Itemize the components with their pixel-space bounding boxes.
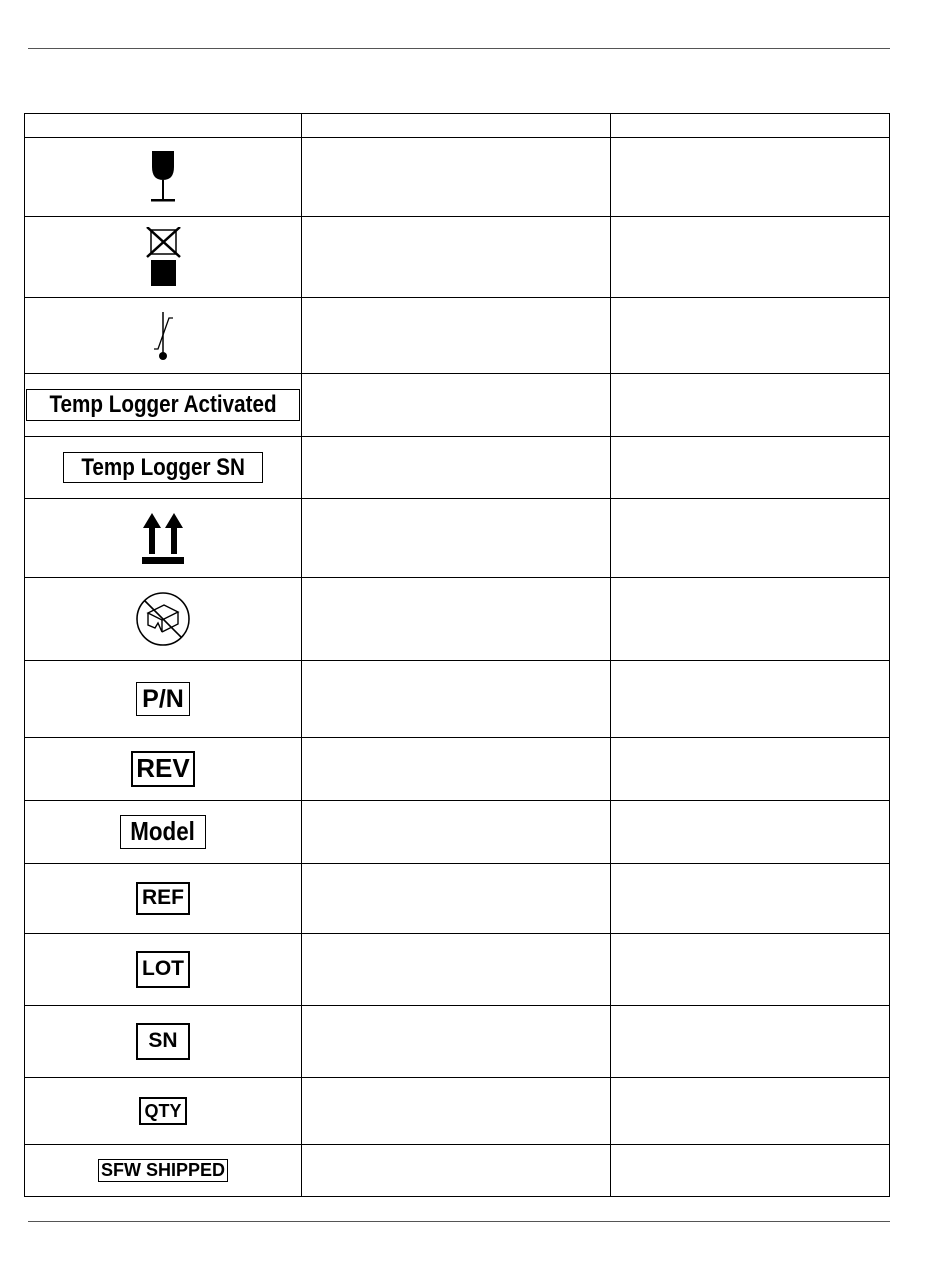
table-row (25, 864, 890, 934)
symbol-label: REV (131, 751, 194, 786)
title-cell (302, 217, 611, 298)
title-cell (302, 374, 611, 437)
symbols-table (24, 113, 890, 1197)
symbol-label: P/N (136, 682, 190, 716)
do-not-stack-icon (143, 227, 183, 287)
fragile-glass-icon (143, 149, 183, 205)
table-row (25, 374, 890, 437)
symbol-cell (25, 138, 302, 217)
symbol-cell (25, 801, 302, 864)
symbol-cell (25, 1006, 302, 1078)
symbol-label: QTY (139, 1097, 186, 1126)
symbol-cell (25, 738, 302, 801)
title-cell (302, 1145, 611, 1197)
symbol-label: Model (120, 815, 205, 848)
description-cell (611, 738, 890, 801)
header-description (611, 114, 890, 138)
title-cell (302, 1006, 611, 1078)
symbol-cell (25, 934, 302, 1006)
title-cell (302, 801, 611, 864)
symbol-label: SN (136, 1023, 189, 1059)
description-cell (611, 578, 890, 661)
symbol-cell (25, 374, 302, 437)
temperature-limit-icon (143, 308, 183, 364)
table-row (25, 738, 890, 801)
description-cell (611, 499, 890, 578)
description-cell (611, 138, 890, 217)
description-cell (611, 1078, 890, 1145)
table-row (25, 801, 890, 864)
table-row (25, 1006, 890, 1078)
description-cell (611, 374, 890, 437)
title-cell (302, 578, 611, 661)
footer-rule (28, 1221, 890, 1222)
this-way-up-icon (141, 511, 185, 565)
symbol-label: LOT (136, 951, 190, 987)
table-row (25, 298, 890, 374)
title-cell (302, 298, 611, 374)
table-header-row (25, 114, 890, 138)
title-cell (302, 738, 611, 801)
description-cell (611, 1145, 890, 1197)
table-row (25, 217, 890, 298)
symbol-label: SFW SHIPPED (98, 1159, 228, 1182)
table-row (25, 1078, 890, 1145)
description-cell (611, 934, 890, 1006)
table-row (25, 138, 890, 217)
do-not-use-if-damaged-icon (134, 590, 192, 648)
title-cell (302, 661, 611, 738)
description-cell (611, 864, 890, 934)
table-row (25, 578, 890, 661)
table-row (25, 499, 890, 578)
symbol-cell (25, 499, 302, 578)
title-cell (302, 864, 611, 934)
symbol-cell (25, 864, 302, 934)
symbol-cell (25, 298, 302, 374)
title-cell (302, 934, 611, 1006)
symbol-label: Temp Logger Activated (26, 389, 300, 420)
title-cell (302, 1078, 611, 1145)
symbol-cell (25, 1145, 302, 1197)
header-title (302, 114, 611, 138)
title-cell (302, 437, 611, 499)
description-cell (611, 801, 890, 864)
table-row (25, 661, 890, 738)
symbol-cell (25, 661, 302, 738)
symbol-cell (25, 578, 302, 661)
table-row (25, 437, 890, 499)
table-row (25, 1145, 890, 1197)
description-cell (611, 661, 890, 738)
title-cell (302, 499, 611, 578)
description-cell (611, 437, 890, 499)
title-cell (302, 138, 611, 217)
symbol-cell (25, 437, 302, 499)
description-cell (611, 217, 890, 298)
symbol-label: Temp Logger SN (63, 452, 263, 483)
header-rule (28, 48, 890, 49)
description-cell (611, 1006, 890, 1078)
description-cell (611, 298, 890, 374)
symbol-cell (25, 217, 302, 298)
table-row (25, 934, 890, 1006)
header-symbol (25, 114, 302, 138)
symbol-cell (25, 1078, 302, 1145)
symbol-label: REF (136, 882, 190, 914)
